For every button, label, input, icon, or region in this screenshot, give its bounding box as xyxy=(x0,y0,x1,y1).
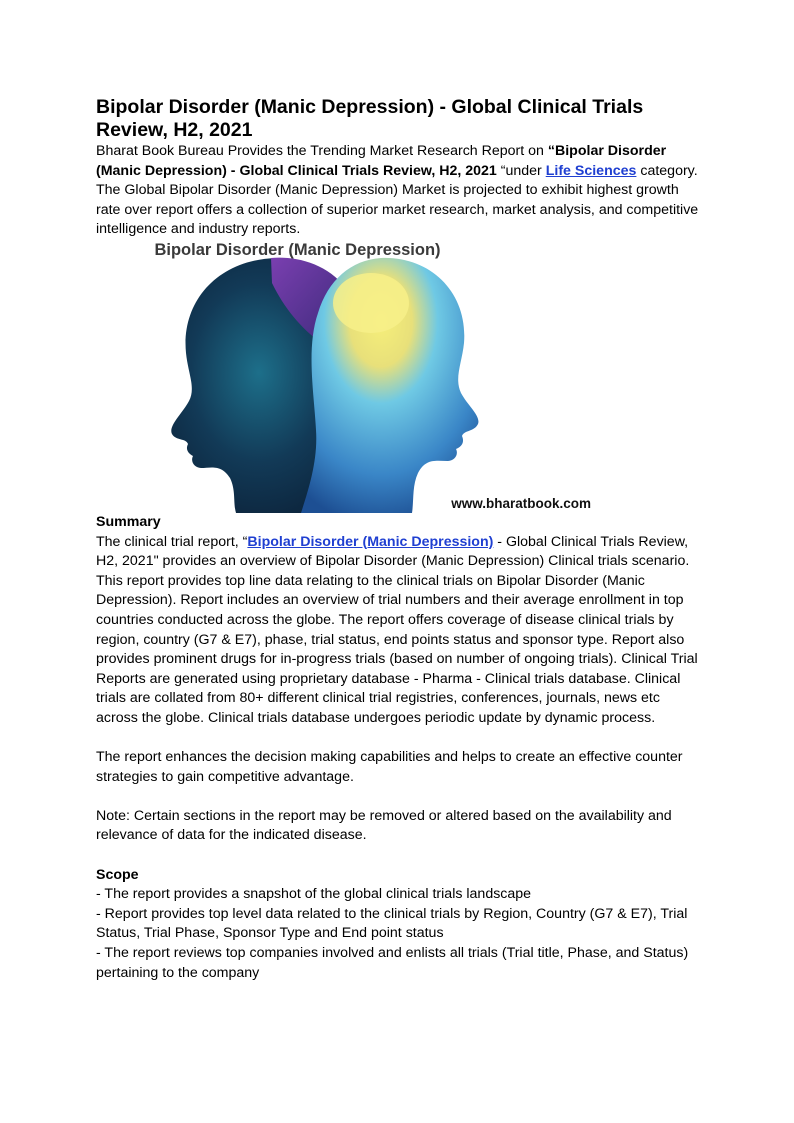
document-page xyxy=(96,96,700,983)
intro-quote-close: “ xyxy=(500,162,506,179)
summary-paragraph-1 xyxy=(96,533,700,729)
summary-paragraph-2: The report enhances the decision making capabilities and helps to create an effective counter strategies to gain competitive advantage. xyxy=(96,749,683,785)
report-title-bold: Bipolar Disorder (Manic Depression) - Global Clinical Trials Review, H2, 2021 xyxy=(96,143,667,179)
scope-item: - The report reviews top companies involved and enlists all trials (Trial title, Phase, and Status) pertaining to the company xyxy=(96,945,689,981)
figure-watermark: www.bharatbook.com xyxy=(451,495,591,511)
intro-under-text: under xyxy=(505,162,546,179)
page-title: Bipolar Disorder (Manic Depression) - Global Clinical Trials Review, H2, 2021 xyxy=(96,96,644,141)
life-sciences-link[interactable]: Life Sciences xyxy=(545,162,637,179)
summary-heading: Summary xyxy=(96,513,161,530)
intro-text: Bharat Book Bureau Provides the Trending Market Research Report on xyxy=(96,143,548,159)
scope-heading: Scope xyxy=(96,866,139,883)
scope-item: - Report provides top level data related to the clinical trials by Region, Country (G7 & E7), Trial Status, Trial Phase, Sponsor Type and End point status xyxy=(96,905,688,942)
summary-p1-lead: The clinical trial report, “ xyxy=(96,533,248,550)
summary-p1-body: - Global Clinical Trials Review, H2, 2021" provides an overview of Bipolar Disorder (Manic Depression) Clinical trials scenario. This report provides top line data relating to the clinical trials on Bipolar Disorder (Manic Depression). Report includes an overview of trial numbers and their average enrollment in top countries conducted across the globe. The report offers coverage of disease clinical trials by region, country (G7 & E7), phase, trial status, end points status and sponsor type. Report also provides prominent drugs for in-progress trials (based on number of ongoing trials). Clinical Trial Reports are generated using proprietary database - Pharma - Clinical trials database. Clinical trials are collated from 80+ different clinical trial registries, conferences, journals, news etc across the globe. Clinical trials database undergoes periodic update by dynamic process. xyxy=(96,533,698,726)
summary-paragraph-3: Note: Certain sections in the report may be removed or altered based on the availability and relevance of data for the indicated disease. xyxy=(96,807,672,844)
bipolar-disorder-link[interactable]: Bipolar Disorder (Manic Depression) xyxy=(247,533,494,550)
intro-text-rest: category. The Global Bipolar Disorder (Manic Depression) Market is projected to exhibit highest growth rate over report offers a collection of superior market research, market analysis, and competitive intelligence and industry reports. xyxy=(96,162,699,238)
intro-quote-open: “ xyxy=(547,143,555,159)
two-heads-illustration xyxy=(96,238,593,513)
intro-paragraph xyxy=(96,142,700,240)
yellow-glow xyxy=(333,273,409,333)
figure-caption: Bipolar Disorder (Manic Depression) xyxy=(154,240,441,259)
scope-item: - The report provides a snapshot of the global clinical trials landscape xyxy=(96,886,532,903)
report-image xyxy=(96,238,593,513)
